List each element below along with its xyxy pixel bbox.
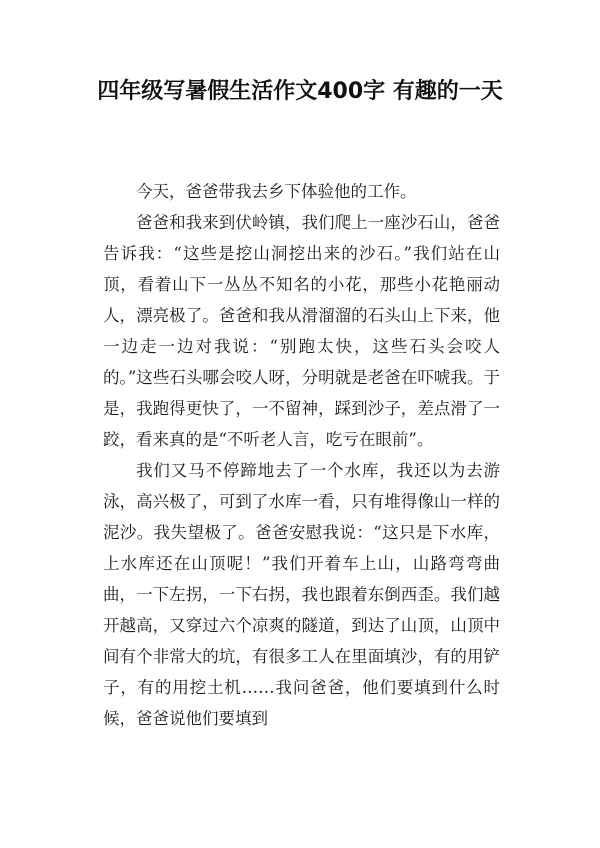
document-title: 四年级写暑假生活作文400字 有趣的一天 [97,79,503,104]
paragraph: 爸爸和我来到伏岭镇，我们爬上一座沙石山，爸爸告诉我：“这些是挖山洞挖出来的沙石。”我们站在山顶，看着山下一丛丛不知名的小花，那些小花艳丽动人，漂亮极了。爸爸和我从滑溜溜的石头山上下来，他一边走一边对我说：“别跑太快，这些石头会咬人的。”这些石头哪会咬人呀，分明就是老爸在吓唬我。于是，我跑得更快了，一不留神，踩到沙子，差点滑了一跤，看来真的是“不听老人言，吃亏在眼前”。 [103,213,500,449]
document-body [103,176,500,734]
paragraph: 我们又马不停蹄地去了一个水库，我还以为去游泳，高兴极了，可到了水库一看，只有堆得像山一样的泥沙。我失望极了。爸爸安慰我说：“这只是下水库，上水库还在山顶呢！”我们开着车上山，山路弯弯曲曲，一下左拐，一下右拐，我也跟着东倒西歪。我们越开越高，又穿过六个凉爽的隧道，到达了山顶，山顶中间有个非常大的坑，有很多工人在里面填沙，有的用铲子，有的用挖土机……我问爸爸，他们要填到什么时候，爸爸说他们要填到 [103,461,500,728]
paragraph: 今天，爸爸带我去乡下体验他的工作。 [136,182,417,201]
